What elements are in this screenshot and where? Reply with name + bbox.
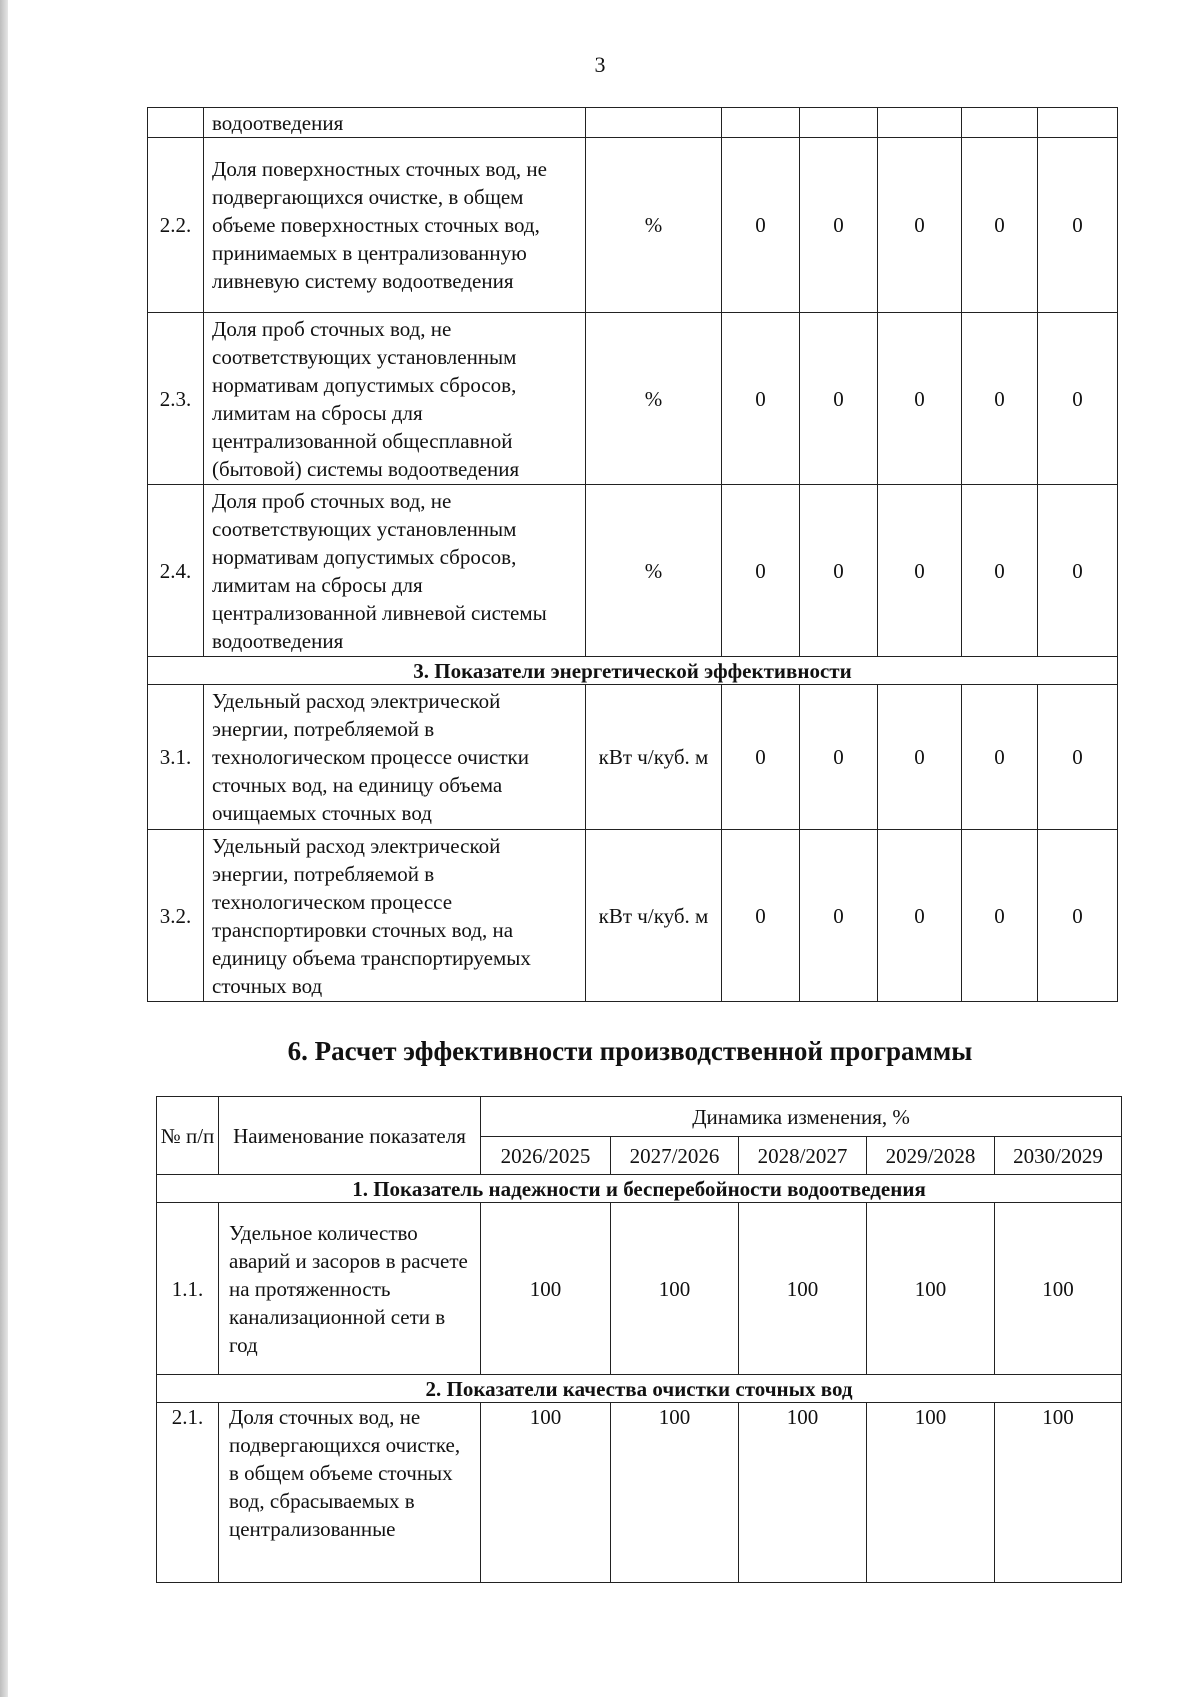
indicator-name: Доля сточных вод, не подвергающихся очистке, в общем объеме сточных вод, сбрасываемых в централизованные xyxy=(219,1403,481,1583)
header-row xyxy=(157,1097,1122,1137)
value-cell xyxy=(962,108,1038,138)
header-year: 2029/2028 xyxy=(867,1137,995,1175)
value-cell: 0 xyxy=(800,830,878,1002)
value-cell: 100 xyxy=(995,1403,1122,1583)
row-number: 3.1. xyxy=(148,685,204,830)
header-year: 2027/2026 xyxy=(611,1137,739,1175)
value-cell: 100 xyxy=(611,1203,739,1375)
table-row xyxy=(148,108,1118,138)
value-cell: 100 xyxy=(739,1203,867,1375)
section-title: 6. Расчет эффективности производственной программы xyxy=(287,1036,973,1066)
indicator-name: водоотведения xyxy=(204,108,586,138)
unit: кВт ч/куб. м xyxy=(586,830,722,1002)
value-cell: 0 xyxy=(878,138,962,313)
value-cell: 0 xyxy=(878,313,962,485)
row-number: 2.1. xyxy=(157,1403,219,1583)
table-row xyxy=(148,138,1118,313)
value-cell: 0 xyxy=(722,685,800,830)
unit: % xyxy=(586,313,722,485)
value-cell xyxy=(1038,108,1118,138)
row-number: 3.2. xyxy=(148,830,204,1002)
table-row xyxy=(148,485,1118,657)
value-cell xyxy=(800,108,878,138)
value-cell: 0 xyxy=(878,485,962,657)
value-cell xyxy=(722,108,800,138)
header-dynamics: Динамика изменения, % xyxy=(481,1097,1122,1137)
unit: % xyxy=(586,138,722,313)
scan-edge xyxy=(0,0,8,1697)
value-cell: 0 xyxy=(962,830,1038,1002)
value-cell: 0 xyxy=(800,313,878,485)
value-cell: 0 xyxy=(878,830,962,1002)
efficiency-table xyxy=(156,1096,1122,1583)
header-year: 2028/2027 xyxy=(739,1137,867,1175)
value-cell: 0 xyxy=(722,830,800,1002)
value-cell: 0 xyxy=(962,138,1038,313)
indicator-name: Удельный расход электрической энергии, потребляемой в технологическом процессе транспортировки сточных вод, на единицу объема транспортируемых сточных вод xyxy=(204,830,586,1002)
value-cell: 100 xyxy=(481,1203,611,1375)
value-cell: 0 xyxy=(1038,830,1118,1002)
table-row xyxy=(157,1403,1122,1583)
header-year: 2030/2029 xyxy=(995,1137,1122,1175)
header-year: 2026/2025 xyxy=(481,1137,611,1175)
section-heading: 3. Показатели энергетической эффективности xyxy=(148,657,1118,685)
value-cell: 100 xyxy=(867,1403,995,1583)
value-cell: 0 xyxy=(1038,685,1118,830)
header-number: № п/п xyxy=(157,1097,219,1175)
section-row xyxy=(157,1375,1122,1403)
indicator-name: Удельный расход электрической энергии, потребляемой в технологическом процессе очистки сточных вод, на единицу объема очищаемых сточных вод xyxy=(204,685,586,830)
value-cell: 0 xyxy=(800,138,878,313)
value-cell xyxy=(878,108,962,138)
section-row xyxy=(157,1175,1122,1203)
value-cell: 100 xyxy=(481,1403,611,1583)
unit: кВт ч/куб. м xyxy=(586,685,722,830)
row-number: 1.1. xyxy=(157,1203,219,1375)
indicator-name: Удельное количество аварий и засоров в расчете на протяженность канализационной сети в год xyxy=(219,1203,481,1375)
unit xyxy=(586,108,722,138)
value-cell: 0 xyxy=(722,313,800,485)
value-cell: 0 xyxy=(878,685,962,830)
value-cell: 100 xyxy=(611,1403,739,1583)
indicator-name: Доля поверхностных сточных вод, не подвергающихся очистке, в общем объеме поверхностных сточных вод, принимаемых в централизованную ливневую систему водоотведения xyxy=(204,138,586,313)
table-row xyxy=(148,830,1118,1002)
value-cell: 0 xyxy=(962,313,1038,485)
value-cell: 100 xyxy=(739,1403,867,1583)
value-cell: 0 xyxy=(1038,138,1118,313)
page-number: 3 xyxy=(594,52,606,77)
value-cell: 0 xyxy=(1038,485,1118,657)
value-cell: 0 xyxy=(962,485,1038,657)
value-cell: 0 xyxy=(800,685,878,830)
value-cell: 100 xyxy=(995,1203,1122,1375)
row-number: 2.2. xyxy=(148,138,204,313)
value-cell: 100 xyxy=(867,1203,995,1375)
row-number: 2.3. xyxy=(148,313,204,485)
table-row xyxy=(148,685,1118,830)
section-heading: 2. Показатели качества очистки сточных вод xyxy=(157,1375,1122,1403)
table-row xyxy=(148,313,1118,485)
value-cell: 0 xyxy=(722,138,800,313)
header-name: Наименование показателя xyxy=(219,1097,481,1175)
table-row xyxy=(157,1203,1122,1375)
row-number: 2.4. xyxy=(148,485,204,657)
value-cell: 0 xyxy=(962,685,1038,830)
section-heading: 1. Показатель надежности и бесперебойности водоотведения xyxy=(157,1175,1122,1203)
indicator-name: Доля проб сточных вод, не соответствующих установленным нормативам допустимых сбросов, лимитам на сбросы для централизованной общесплавной (бытовой) системы водоотведения xyxy=(204,313,586,485)
value-cell: 0 xyxy=(800,485,878,657)
row-number xyxy=(148,108,204,138)
unit: % xyxy=(586,485,722,657)
value-cell: 0 xyxy=(722,485,800,657)
section-row xyxy=(148,657,1118,685)
indicator-name: Доля проб сточных вод, не соответствующих установленным нормативам допустимых сбросов, лимитам на сбросы для централизованной ливневой системы водоотведения xyxy=(204,485,586,657)
indicators-table xyxy=(147,107,1118,1002)
value-cell: 0 xyxy=(1038,313,1118,485)
